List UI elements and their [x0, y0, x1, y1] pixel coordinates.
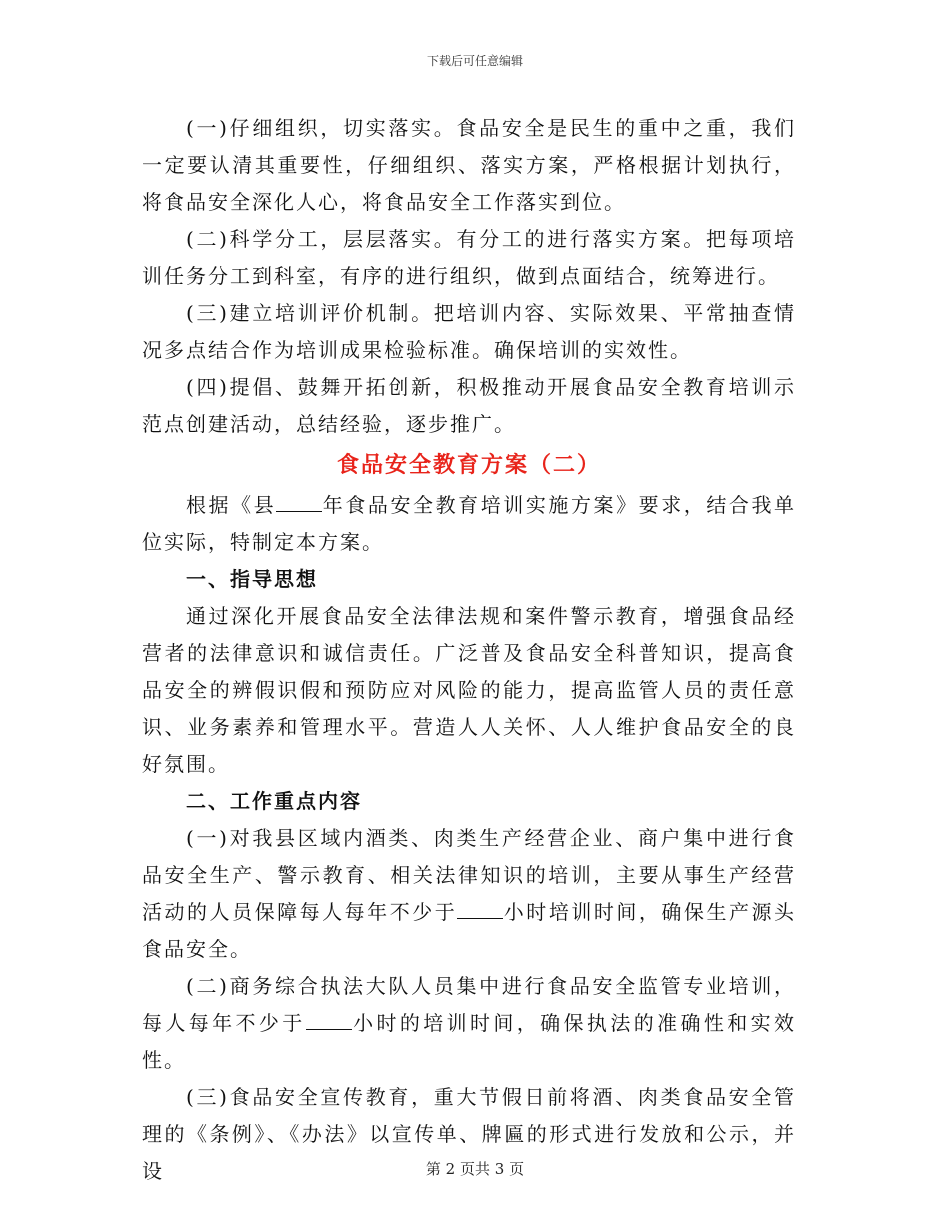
paragraph-guiding-ideology: 通过深化开展食品安全法律法规和案件警示教育，增强食品经营者的法律意识和诚信责任。广泛普及食品安全科普知识，提高食品安全的辨假识假和预防应对风险的能力，提高监管人员的责任意识、业务素养和管理水平。营造人人关怀、人人维护食品安全的良好氛围。	[142, 604, 796, 776]
heading-guiding-ideology: 一、指导思想	[186, 567, 318, 591]
work-item-1-after: 小时培训时间，确保生产源头食品安全。	[142, 900, 797, 961]
work-item-1-before: (一)对我县区域内酒类、肉类生产经营企业、商户集中进行食品安全生产、警示教育、相关法律知识的培训，主要从事生产经营活动的人员保障每人每年不少于	[142, 826, 796, 924]
paragraph-work-item-1	[142, 820, 796, 968]
blank-hours-2	[306, 1011, 352, 1030]
document-body	[142, 110, 796, 1190]
section-title: 食品安全教育方案（二）	[336, 452, 601, 478]
paragraph-work-item-2	[142, 968, 796, 1079]
blank-year	[276, 493, 322, 512]
intro-text-before: 根据《县	[186, 493, 277, 517]
paragraph-division-of-labor: (二)科学分工，层层落实。有分工的进行落实方案。把每项培训任务分工到科室，有序的进行组织，做到点面结合，统筹进行。	[142, 227, 796, 288]
paragraph-evaluation-mechanism: (三)建立培训评价机制。把培训内容、实际效果、平常抽查情况多点结合作为培训成果检验标准。确保培训的实效性。	[142, 301, 796, 362]
heading-key-work: 二、工作重点内容	[186, 789, 362, 813]
page-header: 下载后可任意编辑	[426, 54, 523, 68]
blank-hours-1	[457, 900, 503, 919]
intro-paragraph	[142, 487, 796, 561]
intro-text-after: 年食品安全教育培训实施方案》要求，结合我单位实际，特制定本方案。	[142, 493, 797, 554]
page-footer: 第 2 页共 3 页	[425, 1160, 525, 1178]
work-item-2-after: 小时的培训时间，确保执法的准确性和实效性。	[142, 1011, 797, 1072]
paragraph-work-item-3: (三)食品安全宣传教育，重大节假日前将酒、肉类食品安全管理的《条例》、《办法》以宣传单、牌匾的形式进行发放和公示，并设	[142, 1085, 796, 1183]
work-item-2-before: (二)商务综合执法大队人员集中进行食品安全监管专业培训，每人每年不少于	[142, 974, 796, 1035]
paragraph-innovation: (四)提倡、鼓舞开拓创新，积极推动开展食品安全教育培训示范点创建活动，总结经验，逐步推广。	[142, 375, 796, 436]
paragraph-careful-organization: (一)仔细组织，切实落实。食品安全是民生的重中之重，我们一定要认清其重要性，仔细组织、落实方案，严格根据计划执行，将食品安全深化人心，将食品安全工作落实到位。	[142, 116, 796, 214]
